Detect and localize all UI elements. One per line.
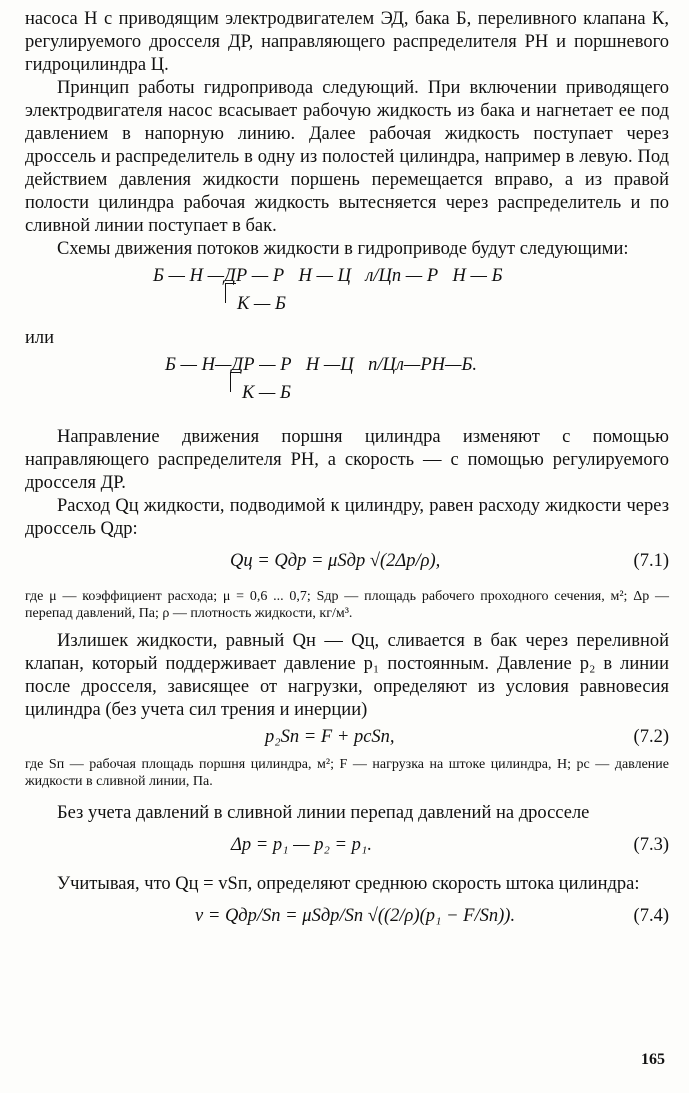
paragraph: Схемы движения потоков жидкости в гидроприводе будут следующими: (57, 239, 629, 259)
formula-expression: Qц = Qдр = μSдр √(2Δp/ρ), (230, 551, 441, 571)
paragraph: насоса Н с приводящим электродвигателем ЭД, бака Б, переливного клапана К, регулируемого дросселя ДР, направляющего распределителя РН и поршневого гидроцилиндра Ц. (25, 9, 669, 75)
formula-number: (7.3) (633, 835, 669, 855)
page-number: 165 (641, 1051, 665, 1068)
scheme-branch: К — Б (242, 383, 291, 403)
branch-bracket (230, 372, 241, 392)
scheme-line: Б — Н —ДР — Р⃗Н — Ц⃗л/Цп — Р⃗Н — Б (153, 266, 503, 286)
formula-expression: v = Qдр/Sп = μSдр/Sп √((2/ρ)(p₁ − F/Sп)). (195, 906, 516, 926)
formula-7-1 (25, 541, 669, 583)
formula-expression: Δp = p₁ — p₂ = p₁. (231, 835, 372, 855)
flow-scheme-1 (25, 261, 669, 323)
paragraph: Учитывая, что Qц = vSп, определяют среднюю скорость штока цилиндра: (57, 874, 640, 894)
formula-7-2 (25, 722, 669, 756)
branch-bracket (225, 283, 236, 303)
formula-7-3 (25, 825, 669, 867)
formula-number: (7.1) (633, 551, 669, 571)
connector-word: или (25, 328, 55, 348)
flow-scheme-2 (25, 350, 669, 412)
paragraph: Без учета давлений в сливной линии перепад давлений на дросселе (57, 803, 590, 823)
paragraph: Излишек жидкости, равный Qн — Qц, сливается в бак через переливной клапан, который поддерживает давление p₁ постоянным. Давление p₂ в линии после дросселя, зависящее от нагрузки, определяют из условия равновесия цилиндра (без учета сил трения и инерции) (25, 631, 669, 720)
formula-number: (7.2) (633, 727, 669, 747)
formula-expression: p₂Sп = F + pсSп, (265, 727, 395, 747)
scheme-branch: К — Б (237, 294, 286, 314)
formula-note: где Sп — рабочая площадь поршня цилиндра, м²; F — нагрузка на штоке цилиндра, Н; pс — давление жидкости в сливной линии, Па. (25, 757, 669, 789)
paragraph: Принцип работы гидропривода следующий. При включении приводящего электродвигателя насос всасывает рабочую жидкость из бака и нагнетает ее под давлением в напорную линию. Далее рабочая жидкость поступает через дроссель и распределитель в одну из полостей цилиндра, например в левую. Под действием давления жидкости поршень перемещается вправо, а из правой полости цилиндра рабочая жидкость вытесняется через распределитель и по сливной линии поступает в бак. (25, 78, 669, 236)
scheme-line: Б — Н—ДР — Р⃖Н —Ц⃖п/Цл—РН—Б. (165, 355, 477, 375)
formula-7-4 (25, 896, 669, 942)
paragraph: Направление движения поршня цилиндра изменяют с помощью направляющего распределителя РН, а скорость — с помощью регулируемого дросселя ДР. (25, 427, 669, 493)
formula-note: где μ — коэффициент расхода; μ = 0,6 ... 0,7; Sдр — площадь рабочего проходного сечения, м²; Δp — перепад давлений, Па; ρ — плотность жидкости, кг/м³. (25, 589, 669, 621)
text-column (25, 8, 669, 942)
formula-number: (7.4) (633, 906, 669, 926)
paragraph: Расход Qц жидкости, подводимой к цилиндру, равен расходу жидкости через дроссель Qдр: (25, 496, 669, 539)
